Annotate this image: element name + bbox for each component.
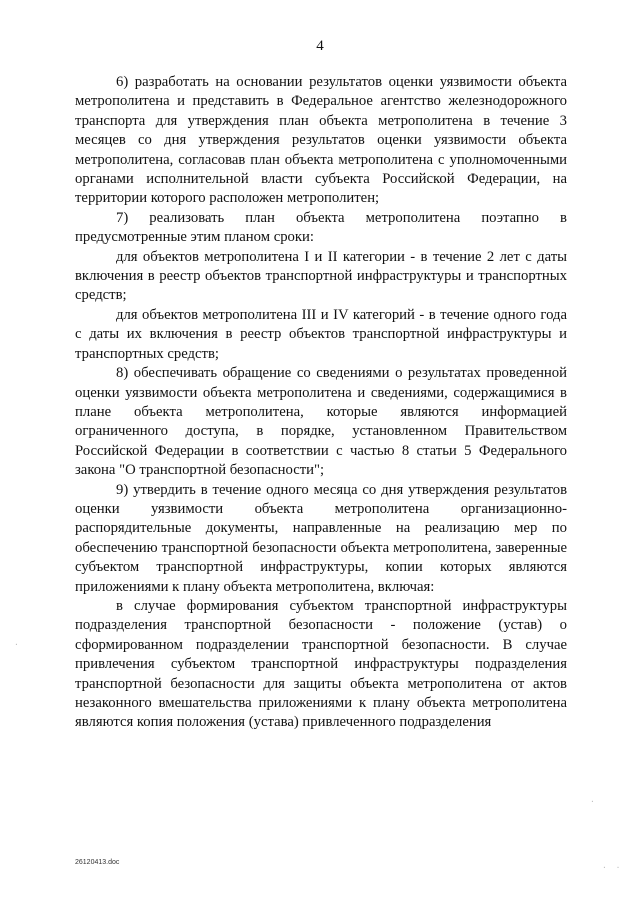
page-number: 4 (316, 38, 324, 54)
scan-artifact: · · (602, 863, 623, 872)
scan-artifact: · (14, 640, 21, 649)
document-file-code: 26120413.doc (75, 859, 120, 866)
paragraph-item-7: 7) реализовать план объекта метрополитена поэтапно в предусмотренные этим планом сроки: (75, 209, 567, 246)
paragraph-category-3-4: для объектов метрополитена III и IV категорий - в течение одного года с даты их включения в реестр объектов транспортной инфраструктуры и транспортных средств; (75, 306, 567, 362)
paragraph-security-unit: в случае формирования субъектом транспортной инфраструктуры подразделения транспортной безопасности - положение (устав) о сформированном подразделении транспортной безопасности. В случае привлечения субъектом транспортной инфраструктуры подразделения транспортной безопасности для защиты объекта метрополитена от актов незаконного вмешательства приложениями к плану объекта метрополитена являются копия положения (устава) привлеченного подразделения (75, 597, 567, 731)
scan-artifact: · (590, 797, 597, 806)
paragraph-item-8: 8) обеспечивать обращение со сведениями о результатах проведенной оценки уязвимости объекта метрополитена и сведениями, содержащимися в плане объекта метрополитена, которые являются информацией ограниченного доступа, в порядке, установленном Правительством Российской Федерации в соответствии с частью 8 статьи 5 Федерального закона "О транспортной безопасности"; (75, 365, 567, 479)
paragraph-category-1-2: для объектов метрополитена I и II категории - в течение 2 лет с даты включения в реестр объектов транспортной инфраструктуры и транспортных средств; (75, 248, 567, 304)
document-body (75, 73, 567, 733)
paragraph-item-9: 9) утвердить в течение одного месяца со дня утверждения результатов оценки уязвимости объекта метрополитена организационно-распорядительные документы, направленные на реализацию мер по обеспечению транспортной безопасности объекта метрополитена, заверенные субъектом транспортной инфраструктуры, копии которых являются приложениями к плану объекта метрополитена, включая: (75, 481, 567, 595)
paragraph-item-6: 6) разработать на основании результатов оценки уязвимости объекта метрополитена и представить в Федеральное агентство железнодорожного транспорта для утверждения план объекта метрополитена в течение 3 месяцев со дня утверждения результатов оценки уязвимости объекта метрополитена, согласовав план объекта метрополитена с уполномоченными органами исполнительной власти субъекта Российской Федерации, на территории которого расположен метрополитен; (75, 74, 567, 207)
